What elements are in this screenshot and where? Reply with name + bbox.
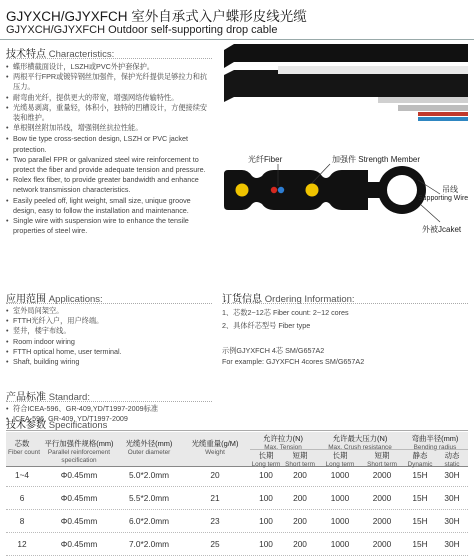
list-item: • 两根平行FPR或镀锌钢丝加强件，保护光纤提供足够拉力和抗压力。	[6, 72, 210, 92]
table-cell-t_short: 200	[293, 516, 307, 526]
fiber-label: 光纤Fiber	[248, 155, 283, 164]
table-cell-b_static: 15H	[412, 493, 428, 503]
supporting-wire	[387, 175, 417, 205]
jacket-label: 外被Jcaket	[422, 225, 462, 234]
table-cell-reinf: Φ0.45mm	[60, 470, 98, 480]
standard-divider	[6, 401, 212, 402]
table-cell-outer: 7.0*2.0mm	[128, 539, 170, 549]
table-cell-b_dynamic: 30H	[444, 493, 460, 503]
table-cell-b_dynamic: 30H	[444, 470, 460, 480]
list-item: • Rolex flex fiber, to provide greater bandwidth and enhance network transmission characteristics.	[6, 175, 210, 195]
col-crush: 允许最大压力(N) Max. Crush resistance	[328, 434, 392, 451]
table-cell-t_long: 100	[259, 539, 273, 549]
col-tension-long: 长期 Long term	[251, 451, 281, 468]
list-item: • ICEA-596, GR-409, YD/T1997-2009	[6, 414, 236, 424]
fiber-core-red	[271, 187, 277, 193]
table-cell-weight: 21	[210, 493, 220, 503]
table-cell-count: 12	[17, 539, 27, 549]
table-cell-t_long: 100	[259, 516, 273, 526]
specs-divider	[6, 430, 468, 431]
list-item: • 光缆易剥离，重量轻，体积小，独特的凹槽设计，方便接续安装和维护。	[6, 103, 210, 123]
col-crush-long: 长期 Long term	[325, 451, 355, 468]
characteristics-list	[6, 62, 210, 236]
strength-member-right	[306, 184, 319, 197]
table-cell-b_dynamic: 30H	[444, 539, 460, 549]
specs-table	[6, 432, 468, 560]
list-item: • 符合ICEA-596、GR-409,YD/T1997-2009标准	[6, 404, 236, 414]
table-cell-count: 6	[19, 493, 25, 503]
ordering-example-cn: 示例GJYXFCH 4芯 SM/G657A2	[222, 346, 325, 355]
table-cell-t_long: 100	[259, 470, 273, 480]
table-cell-outer: 5.5*2.0mm	[128, 493, 170, 503]
strength-member-left	[236, 184, 249, 197]
ordering-divider	[222, 303, 468, 304]
applications-divider	[6, 303, 212, 304]
table-cell-c_short: 2000	[372, 493, 392, 503]
supporting-wire-label-en: Supporting Wire	[418, 195, 469, 202]
standard-heading: 产品标准 Standard:	[6, 392, 90, 403]
table-cell-b_static: 15H	[412, 470, 428, 480]
table-cell-c_short: 2000	[372, 516, 392, 526]
list-item: • 竖井，楼宇布线。	[6, 326, 210, 336]
col-bending: 弯曲半径(mm) Bending radius	[411, 434, 459, 451]
table-cell-count: 1~4	[14, 470, 30, 480]
table-cell-reinf: Φ0.45mm	[60, 516, 98, 526]
list-item: • FTTH光纤入户，用户终端。	[6, 316, 210, 326]
ordering-heading: 订货信息 Ordering Information:	[222, 294, 355, 305]
table-cell-t_short: 200	[293, 493, 307, 503]
table-row-divider	[6, 486, 468, 487]
col-fiber-count: 芯数 Fiber count	[8, 439, 40, 456]
table-cell-t_short: 200	[293, 470, 307, 480]
table-cell-c_long: 1000	[330, 493, 350, 503]
table-cell-weight: 23	[210, 516, 220, 526]
cable-side-illustration	[218, 42, 468, 127]
characteristics-heading: 技术特点 Characteristics:	[6, 49, 115, 60]
strength-member-rod-2	[398, 105, 468, 111]
table-cell-t_long: 100	[259, 493, 273, 503]
ordering-line-2: 2、具体纤芯型号 Fiber type	[222, 321, 311, 330]
table-cell-count: 8	[19, 516, 25, 526]
col-tension-short: 短期 Short term	[285, 451, 315, 468]
col-crush-short: 短期 Short term	[367, 451, 397, 468]
table-cell-reinf: Φ0.45mm	[60, 493, 98, 503]
table-cell-c_short: 2000	[372, 470, 392, 480]
list-item: • Bow tie type cross-section design, LSZH or PVC jacket protection.	[6, 134, 210, 154]
table-cell-c_long: 1000	[330, 516, 350, 526]
supporting-wire-label-cn: 吊线	[442, 185, 458, 194]
table-cell-b_static: 15H	[412, 516, 428, 526]
col-weight: 光缆重量(g/M) Weight	[191, 439, 239, 456]
page-title: GJYXCH/GJYXFCH 室外自承式入户蝶形皮线光缆	[6, 9, 307, 24]
table-cell-weight: 25	[210, 539, 220, 549]
list-item: • Two parallel FPR or galvanized steel wire reinforcement to protect the fiber and provide adequate tension and pressure.	[6, 155, 210, 175]
col-bending-dynamic: 动态 static	[444, 451, 460, 468]
list-item: • 蝶形横截面设计，LSZH或PVC外护套保护。	[6, 62, 210, 72]
table-cell-reinf: Φ0.45mm	[60, 539, 98, 549]
table-cell-b_static: 15H	[412, 539, 428, 549]
strength-member-rod-1	[378, 97, 468, 103]
characteristics-divider	[6, 58, 212, 59]
specs-heading: 技术参数 Specifications	[6, 420, 108, 431]
col-outer-diameter: 光缆外径(mm) Outer diameter	[125, 439, 173, 456]
list-item: • 耐弯曲光纤，提供更大的带宽，增强网络传输特性。	[6, 93, 210, 103]
suspension-wire-strip	[278, 66, 468, 74]
fiber-core-blue	[278, 187, 284, 193]
specs-subheader-rule	[250, 449, 468, 450]
title-divider	[0, 39, 474, 40]
fiber-red	[418, 112, 468, 116]
table-cell-outer: 6.0*2.0mm	[128, 516, 170, 526]
jacket-leader	[420, 204, 440, 222]
page-subtitle: GJYXCH/GJYXFCH Outdoor self-supporting drop cable	[6, 24, 278, 36]
applications-list	[6, 306, 210, 367]
ordering-example-en: For example: GJYXFCH 4cores SM/G657A2	[222, 357, 365, 366]
strength-member-label: 加强件 Strength Member	[332, 155, 421, 164]
list-item: • 单根钢丝附加吊线，增强钢丝抗拉性能。	[6, 123, 210, 133]
table-row-divider	[6, 555, 468, 556]
applications-heading: 应用范围 Applications:	[6, 294, 103, 305]
table-cell-weight: 20	[210, 470, 220, 480]
table-cell-c_long: 1000	[330, 539, 350, 549]
list-item: • FTTH optical home, user terminal.	[6, 347, 210, 357]
table-cell-outer: 5.0*2.0mm	[128, 470, 170, 480]
col-tension: 允许拉力(N) Max. Tension	[263, 434, 303, 451]
col-reinforcement: 平行加强件规格(mm) Parallel reinforcement specification	[44, 439, 114, 464]
list-item: • Shaft, building wiring	[6, 357, 210, 367]
ordering-line-1: 1、芯数2~12芯 Fiber count: 2~12 cores	[222, 308, 349, 317]
list-item: • 室外局间架空。	[6, 306, 210, 316]
table-cell-t_short: 200	[293, 539, 307, 549]
table-cell-b_dynamic: 30H	[444, 516, 460, 526]
table-cell-c_short: 2000	[372, 539, 392, 549]
table-row-divider	[6, 509, 468, 510]
list-item: • Easily peeled off, light weight, small size, unique groove design, easy to follow the installation and maintenance.	[6, 196, 210, 216]
list-item: • Room indoor wiring	[6, 337, 210, 347]
list-item: • Single wire with suspension wire to enhance the tensile properties of steel wire.	[6, 216, 210, 236]
col-bending-static: 静态 Dynamic	[407, 451, 433, 468]
fiber-blue	[418, 117, 468, 121]
table-cell-c_long: 1000	[330, 470, 350, 480]
table-row-divider	[6, 532, 468, 533]
cable-upper-body	[224, 44, 468, 68]
